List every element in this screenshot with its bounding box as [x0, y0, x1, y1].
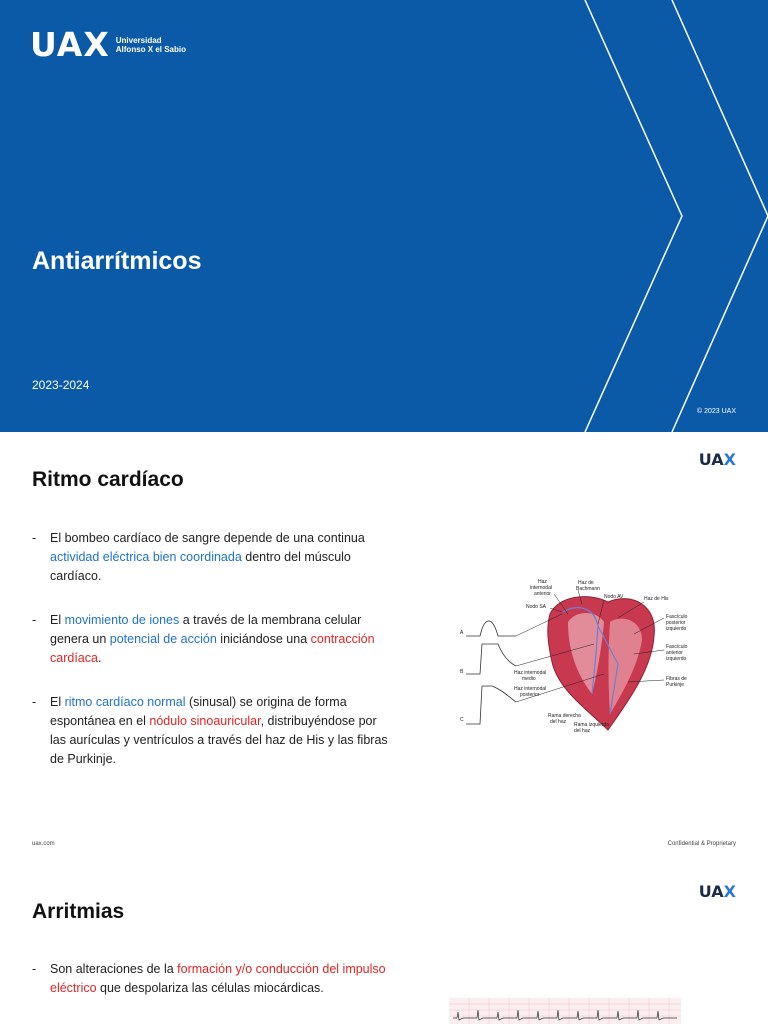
label-haz-his: Haz de His	[644, 596, 669, 602]
logo-line-2: Alfonso X el Sabio	[115, 44, 186, 54]
bullet-item	[32, 693, 392, 769]
highlight-blue: actividad eléctrica bien coordinada	[50, 550, 242, 564]
logo-x: X	[723, 882, 736, 901]
bullet-item	[32, 611, 392, 668]
label-fasciculo-posterior: izquierdo	[666, 626, 687, 632]
label-nodo-sa: Nodo SA	[526, 604, 547, 610]
label-haz-internodal-posterior: Haz internodal	[514, 686, 547, 692]
cover-year: 2023-2024	[32, 378, 90, 392]
logo-wordmark: UAX	[30, 25, 110, 64]
ecg-strip-image	[449, 998, 681, 1024]
text: Son alteraciones de la	[50, 962, 178, 976]
text: .	[97, 651, 102, 665]
logo-x: X	[723, 450, 736, 469]
footer-confidential: Confidential & Proprietary	[667, 841, 736, 847]
label-haz-internodal-anterior: internodal	[530, 585, 552, 591]
trace-a	[466, 621, 516, 636]
label-haz-bachmann: Haz de	[578, 580, 594, 586]
label-haz-internodal-medio: medio	[522, 676, 536, 682]
text: El	[50, 613, 65, 627]
label-haz-bachmann: Bachmann	[576, 586, 600, 592]
copyright: © 2023 UAX	[696, 408, 736, 415]
label-rama-izquierda: del haz	[574, 728, 591, 734]
label-fasciculo-anterior: anterior	[666, 650, 683, 656]
trace-c	[466, 686, 516, 724]
slide-title: Arritmias	[32, 900, 125, 923]
chevron-decoration	[0, 0, 768, 432]
bullet-item	[32, 529, 392, 586]
bullet-list	[32, 960, 392, 1023]
label-fasciculo-anterior: Fascículo	[666, 644, 688, 650]
logo-ua: UA	[698, 450, 724, 469]
text: dentro del músculo cardíaco.	[50, 550, 351, 583]
uax-logo	[30, 25, 186, 64]
cover-title: Antiarrítmicos	[32, 247, 202, 275]
slide-arritmias	[0, 856, 768, 1024]
label-rama-izquierda: Rama izquierda	[574, 722, 610, 728]
label-fasciculo-posterior: posterior	[666, 620, 686, 626]
logo-ua: UA	[698, 882, 724, 901]
label-fibras-purkinje: Fibras de	[666, 676, 687, 682]
highlight-red: formación y/o conducción del impulso eléctrico	[50, 962, 386, 995]
label-c: C	[460, 717, 464, 723]
bullet-item	[32, 960, 392, 998]
text: iniciándose una	[216, 632, 311, 646]
label-nodo-av: Nodo AV	[604, 594, 624, 600]
label-a: A	[460, 630, 464, 636]
text: (sinusal) se origina de forma espontánea en el	[50, 695, 347, 728]
label-fasciculo-posterior: Fascículo	[666, 614, 688, 620]
highlight-red: nódulo sinoauricular	[149, 714, 261, 728]
text: , distribuyéndose por las aurículas y ventrículos a través del haz de His y las fibras de Purkinje.	[50, 714, 388, 766]
label-haz-internodal-medio: Haz internodal	[514, 670, 547, 676]
text: El bombeo cardíaco de sangre depende de una continua	[50, 531, 365, 545]
highlight-blue: potencial de acción	[109, 632, 217, 646]
label-haz-internodal-posterior: posterior	[520, 692, 540, 698]
label-rama-derecha: del haz	[550, 719, 567, 725]
uax-logo-small	[699, 450, 736, 469]
highlight-blue: ritmo cardíaco normal	[64, 695, 186, 709]
trace-b	[466, 644, 516, 674]
text: que despolariza las células miocárdicas.	[96, 981, 324, 995]
label-rama-derecha: Rama derecha	[548, 713, 581, 719]
label-fibras-purkinje: Purkinje	[666, 682, 685, 688]
label-b: B	[460, 669, 464, 675]
label-haz-internodal-anterior: Haz	[538, 579, 547, 585]
uax-logo-small	[699, 882, 736, 901]
text: El	[50, 695, 65, 709]
label-fasciculo-anterior: izquierdo	[666, 656, 687, 662]
slide-title: Ritmo cardíaco	[32, 468, 184, 491]
cover-slide	[0, 0, 768, 432]
text: a través de la membrana celular genera un	[50, 613, 362, 646]
footer-url: uax.com	[32, 841, 55, 847]
logo-subtitle	[116, 36, 186, 54]
highlight-blue: movimiento de iones	[64, 613, 180, 627]
heart-conduction-figure	[458, 574, 698, 740]
slide-ritmo-cardiaco	[0, 432, 768, 856]
highlight-red: contracción cardíaca	[50, 632, 375, 665]
bullet-list	[32, 529, 392, 794]
heart-shape	[548, 597, 655, 730]
logo-line-1: Universidad	[115, 35, 162, 45]
label-haz-internodal-anterior: anterior	[534, 591, 551, 597]
